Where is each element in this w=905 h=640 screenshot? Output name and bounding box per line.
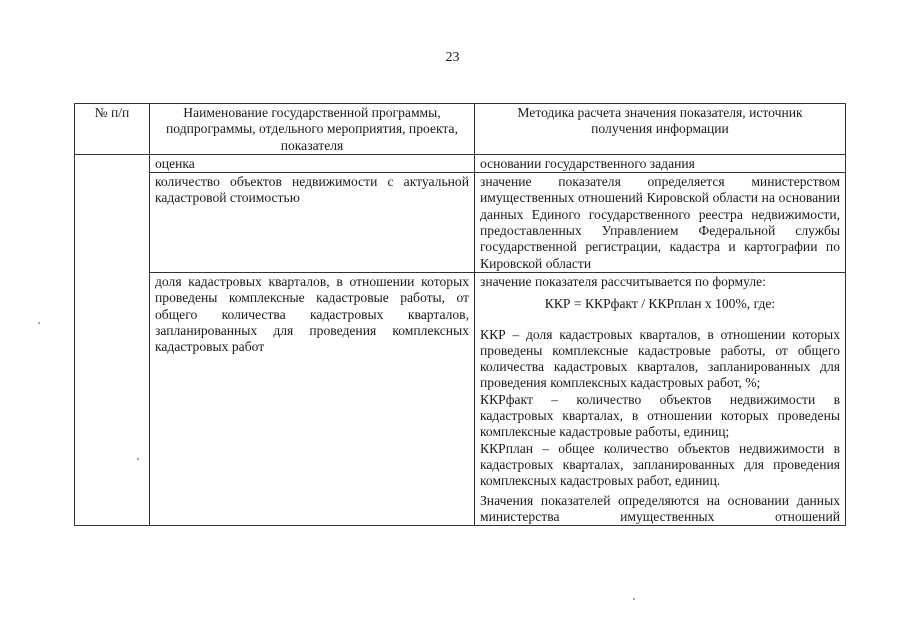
table-row bbox=[75, 154, 846, 172]
method-intro: значение показателя рассчитывается по формуле: bbox=[480, 273, 766, 289]
formula: ККР = ККРфакт / ККРплан x 100%, где: bbox=[544, 296, 776, 312]
header-method: Методика расчета значения показателя, источник получения информации bbox=[475, 104, 846, 155]
page-number: 23 bbox=[445, 50, 460, 65]
definition-kkr-plan: ККРплан – общее количество объектов недвижимости в кадастровых кварталах, запланированных для проведения комплексных кадастровых работ, единиц. bbox=[480, 440, 840, 489]
header-name: Наименование государственной программы, подпрограммы, отдельного мероприятия, проекта, показателя bbox=[150, 104, 475, 155]
table-row bbox=[75, 173, 846, 273]
row-name-cell: количество объектов недвижимости с актуальной кадастровой стоимостью bbox=[150, 173, 475, 273]
table-row bbox=[75, 272, 846, 525]
row-number-cell bbox=[75, 154, 150, 525]
row-name-cell: оценка bbox=[150, 154, 475, 172]
scan-speck bbox=[633, 598, 635, 600]
definition-kkr-fact: ККРфакт – количество объектов недвижимости в кадастровых кварталах, в отношении которых проведены комплексные кадастровые работы, единиц; bbox=[480, 391, 840, 440]
row-method-cell: значение показателя определяется министерством имущественных отношений Кировской области на основании данных Единого государственного реестра недвижимости, предоставленных Управлением Федеральной службы государственной регистрации, кадастра и картографии по Кировской области bbox=[475, 173, 846, 273]
row-method-cell bbox=[475, 272, 846, 525]
row-method-cell: основании государственного задания bbox=[475, 154, 846, 172]
scan-speck bbox=[137, 458, 139, 460]
header-number: № п/п bbox=[75, 104, 150, 155]
definition-kkr: ККР – доля кадастровых кварталов, в отношении которых проведены комплексные кадастровые работы, от общего количества кадастровых кварталов, запланированных для проведения комплексных кадастровых работ, %; bbox=[480, 326, 840, 391]
indicator-table bbox=[74, 103, 846, 526]
scan-speck bbox=[38, 322, 40, 324]
row-name-cell: доля кадастровых кварталов, в отношении которых проведены комплексные кадастровые работы, от общего количества кадастровых кварталов, запланированных для проведения комплексных кадастровых работ bbox=[150, 272, 475, 525]
table-header-row bbox=[75, 104, 846, 155]
definition-source: Значения показателей определяются на основании данных министерства имущественных отношений bbox=[480, 492, 840, 524]
